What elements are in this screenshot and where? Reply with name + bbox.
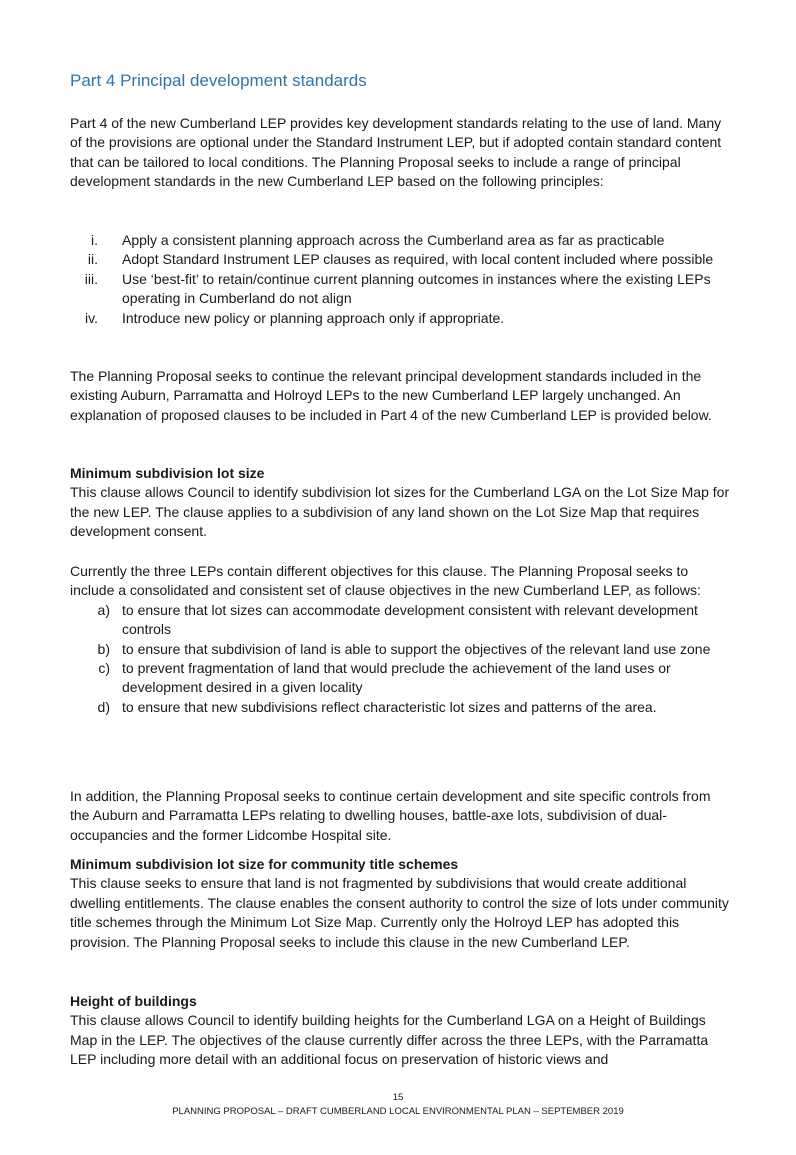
intro-paragraph: Part 4 of the new Cumberland LEP provides key development standards relating to the use of land. Many of the provisions are optional under the Standard Instrument LEP, but if adopted contain standard content that can be tailored to local conditions. The Planning Proposal seeks to include a range of principal development standards in the new Cumberland LEP based on the following principles: [70,115,722,190]
list-number: iv. [85,309,98,326]
continue-paragraph: The Planning Proposal seeks to continue the relevant principal development standards included in the existing Auburn, Parramatta and Holroyd LEPs to the new Cumberland LEP largely unchanged. An explanation of proposed clauses to be included in Part 4 of the new Cumberland LEP is provided below. [70,368,712,423]
lot-size-paragraph-1: This clause allows Council to identify subdivision lot sizes for the Cumberland LGA on the Lot Size Map for the new LEP. The clause applies to a subdivision of any land shown on the Lot Size Map that requires development consent. [70,484,730,540]
subheading-community-title: Minimum subdivision lot size for community title schemes [70,856,459,872]
list-item [70,309,730,328]
section-heading: Part 4 Principal development standards [70,71,367,90]
running-footer: PLANNING PROPOSAL – DRAFT CUMBERLAND LOCAL ENVIRONMENTAL PLAN – SEPTEMBER 2019 [172,1106,624,1117]
lot-size-paragraph-3: In addition, the Planning Proposal seeks to continue certain development and site specific controls from the Auburn and Parramatta LEPs relating to dwelling houses, battle-axe lots, subdivision of dual-occupancies and the former Lidcombe Hospital site. [70,788,711,843]
lot-size-paragraph-2: Currently the three LEPs contain different objectives for this clause. The Planning Proposal seeks to include a consolidated and consistent set of clause objectives in the new Cumberland LEP, as follows: [70,563,701,599]
page-number: 15 [392,1092,404,1103]
list-item [70,659,730,698]
list-letter: d) [97,698,110,715]
lot-size-paragraph-3-block [70,787,730,845]
principles-list [70,231,730,328]
list-text: to prevent fragmentation of land that would preclude the achievement of the land uses or development desired in a given locality [122,660,671,696]
list-item [70,231,730,250]
objectives-list [70,601,730,717]
section-minimum-lot-size [70,464,730,542]
list-number: iii. [84,270,98,287]
list-item [70,640,730,659]
list-text: to ensure that lot sizes can accommodate development consistent with relevant development controls [122,601,698,638]
list-item [70,698,730,717]
list-item [70,270,730,309]
list-text: Apply a consistent planning approach across the Cumberland area as far as practicable [122,232,665,248]
list-letter: a) [97,601,110,618]
list-number: ii. [87,251,98,268]
list-text: Introduce new policy or planning approach only if appropriate. [122,309,505,326]
list-letter: c) [98,660,110,677]
community-title-paragraph: This clause seeks to ensure that land is not fragmented by subdivisions that would create additional dwelling entitlements. The clause enables the consent authority to control the size of lots under community title schemes through the Minimum Lot Size Map. Currently only the Holroyd LEP has adopted this provision. The Planning Proposal seeks to include this clause in the new Cumberland LEP. [70,875,729,950]
list-number: i. [91,232,98,248]
list-text: to ensure that subdivision of land is able to support the objectives of the relevant land use zone [122,640,711,657]
intro-paragraph-block [70,114,730,192]
subheading-height-of-buildings: Height of buildings [70,993,197,1009]
section-community-title [70,855,730,952]
continue-paragraph-block [70,367,730,425]
lot-size-objectives-block [70,562,730,717]
subheading-minimum-lot-size: Minimum subdivision lot size [70,465,265,481]
height-of-buildings-paragraph: This clause allows Council to identify building heights for the Cumberland LGA on a Height of Buildings Map in the LEP. The objectives of the clause currently differ across the three LEPs, with the Parramatta LEP including more detail with an additional focus on preservation of historic views and [70,1012,709,1068]
list-item [70,601,730,640]
list-item [70,250,730,269]
principles-list-block [70,231,730,328]
list-letter: b) [97,640,110,657]
list-text: Adopt Standard Instrument LEP clauses as required, with local content included where possible [122,251,714,268]
list-text: to ensure that new subdivisions reflect characteristic lot sizes and patterns of the area. [122,698,657,715]
list-text: Use ‘best-fit’ to retain/continue current planning outcomes in instances where the existing LEPs operating in Cumberland do not align [122,270,711,307]
section-height-of-buildings [70,992,730,1070]
